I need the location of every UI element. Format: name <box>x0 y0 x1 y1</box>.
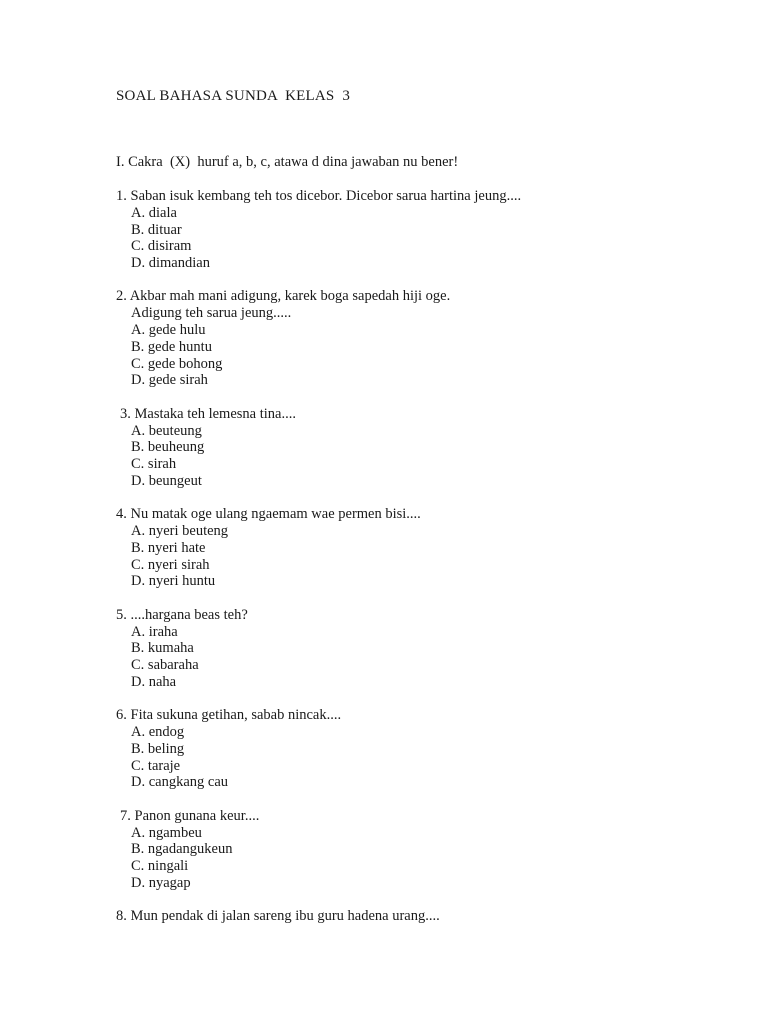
option-letter: C. <box>131 657 145 674</box>
option-letter: A. <box>131 322 146 339</box>
option-text: nyeri sirah <box>147 556 210 573</box>
option-letter: A. <box>131 204 146 221</box>
option-list <box>116 205 716 272</box>
option-text: gede huntu <box>147 338 212 355</box>
option-letter: B. <box>131 338 145 355</box>
option-text: diala <box>148 204 177 221</box>
option-letter: C. <box>131 456 145 473</box>
option-text: naha <box>148 673 177 690</box>
option-letter: A. <box>131 422 146 439</box>
option-text: beuteung <box>148 422 202 439</box>
option-letter: D. <box>131 255 146 272</box>
option-letter: C. <box>131 556 145 573</box>
option-list <box>116 624 716 691</box>
option-text: dimandian <box>148 255 210 272</box>
option-letter: A. <box>131 623 146 640</box>
option-b[interactable] <box>131 841 716 858</box>
question-2 <box>116 288 716 389</box>
option-d[interactable] <box>131 875 716 892</box>
option-text: ngadangukeun <box>147 841 233 858</box>
option-text: sabaraha <box>147 657 199 674</box>
option-text: iraha <box>148 623 178 640</box>
option-list <box>116 523 716 590</box>
option-text: ngambeu <box>148 824 202 841</box>
option-a[interactable] <box>131 205 716 222</box>
option-list <box>116 423 716 490</box>
option-d[interactable] <box>131 674 716 691</box>
option-letter: B. <box>131 740 145 757</box>
question-stem: 1. Saban isuk kembang teh tos dicebor. Dicebor sarua hartina jeung.... <box>116 188 522 204</box>
option-c[interactable] <box>131 758 716 775</box>
option-text: beungeut <box>148 472 202 489</box>
option-text: beuheung <box>147 439 205 456</box>
option-c[interactable] <box>131 456 716 473</box>
option-text: dituar <box>147 221 182 238</box>
option-c[interactable] <box>131 356 716 373</box>
option-c[interactable] <box>131 657 716 674</box>
question-stem: 3. Mastaka teh lemesna tina.... <box>120 405 296 422</box>
question-6 <box>116 707 716 791</box>
option-text: sirah <box>147 456 177 473</box>
option-c[interactable] <box>131 557 716 574</box>
question-5 <box>116 607 716 691</box>
option-list <box>116 322 716 389</box>
option-text: ningali <box>147 858 189 875</box>
question-stem: 4. Nu matak oge ulang ngaemam wae permen bisi.... <box>116 506 421 523</box>
option-text: kumaha <box>147 640 194 657</box>
question-8 <box>116 908 716 925</box>
option-d[interactable] <box>131 255 716 272</box>
option-letter: C. <box>131 238 145 255</box>
option-letter: A. <box>131 724 146 741</box>
option-b[interactable] <box>131 222 716 239</box>
option-list <box>116 724 716 791</box>
option-a[interactable] <box>131 523 716 540</box>
option-d[interactable] <box>131 473 716 490</box>
option-text: gede sirah <box>148 372 208 389</box>
question-4 <box>116 506 716 590</box>
document-title: SOAL BAHASA SUNDA KELAS 3 <box>116 88 351 104</box>
option-text: disiram <box>147 238 192 255</box>
option-b[interactable] <box>131 640 716 657</box>
option-letter: D. <box>131 673 146 690</box>
section-instruction: I. Cakra (X) huruf a, b, c, atawa d dina jawaban nu bener! <box>116 154 459 170</box>
option-d[interactable] <box>131 372 716 389</box>
question-stem: 6. Fita sukuna getihan, sabab nincak.... <box>116 707 342 724</box>
option-text: nyeri huntu <box>148 573 216 590</box>
question-7 <box>116 808 716 892</box>
option-letter: C. <box>131 355 145 372</box>
option-letter: B. <box>131 439 145 456</box>
option-b[interactable] <box>131 540 716 557</box>
option-letter: B. <box>131 841 145 858</box>
option-letter: B. <box>131 640 145 657</box>
option-text: beling <box>147 740 185 757</box>
option-letter: D. <box>131 372 146 389</box>
option-d[interactable] <box>131 573 716 590</box>
option-letter: D. <box>131 472 146 489</box>
question-1 <box>116 188 716 272</box>
option-list <box>116 825 716 892</box>
question-stem-continuation: Adigung teh sarua jeung..... <box>131 305 292 322</box>
option-a[interactable] <box>131 825 716 842</box>
option-letter: C. <box>131 757 145 774</box>
option-text: cangkang cau <box>148 774 229 791</box>
question-list <box>116 188 716 941</box>
option-letter: A. <box>131 523 146 540</box>
option-text: endog <box>148 724 185 741</box>
option-a[interactable] <box>131 423 716 440</box>
option-b[interactable] <box>131 439 716 456</box>
option-b[interactable] <box>131 741 716 758</box>
option-c[interactable] <box>131 858 716 875</box>
question-3 <box>116 406 716 490</box>
question-stem: 7. Panon gunana keur.... <box>120 807 260 824</box>
option-text: gede bohong <box>147 355 223 372</box>
option-letter: A. <box>131 824 146 841</box>
option-a[interactable] <box>131 724 716 741</box>
question-stem: 2. Akbar mah mani adigung, karek boga sapedah hiji oge. <box>116 288 451 305</box>
option-text: nyagap <box>148 874 191 891</box>
option-a[interactable] <box>131 322 716 339</box>
option-letter: C. <box>131 858 145 875</box>
option-letter: D. <box>131 874 146 891</box>
option-text: nyeri beuteng <box>148 523 229 540</box>
option-letter: D. <box>131 573 146 590</box>
option-letter: D. <box>131 774 146 791</box>
option-text: nyeri hate <box>147 539 206 556</box>
option-text: gede hulu <box>148 322 206 339</box>
option-letter: B. <box>131 539 145 556</box>
option-d[interactable] <box>131 774 716 791</box>
option-text: taraje <box>147 757 181 774</box>
option-b[interactable] <box>131 339 716 356</box>
question-stem: 8. Mun pendak di jalan sareng ibu guru hadena urang.... <box>116 908 440 925</box>
option-c[interactable] <box>131 238 716 255</box>
option-letter: B. <box>131 221 145 238</box>
question-stem: 5. ....hargana beas teh? <box>116 606 248 623</box>
option-a[interactable] <box>131 624 716 641</box>
